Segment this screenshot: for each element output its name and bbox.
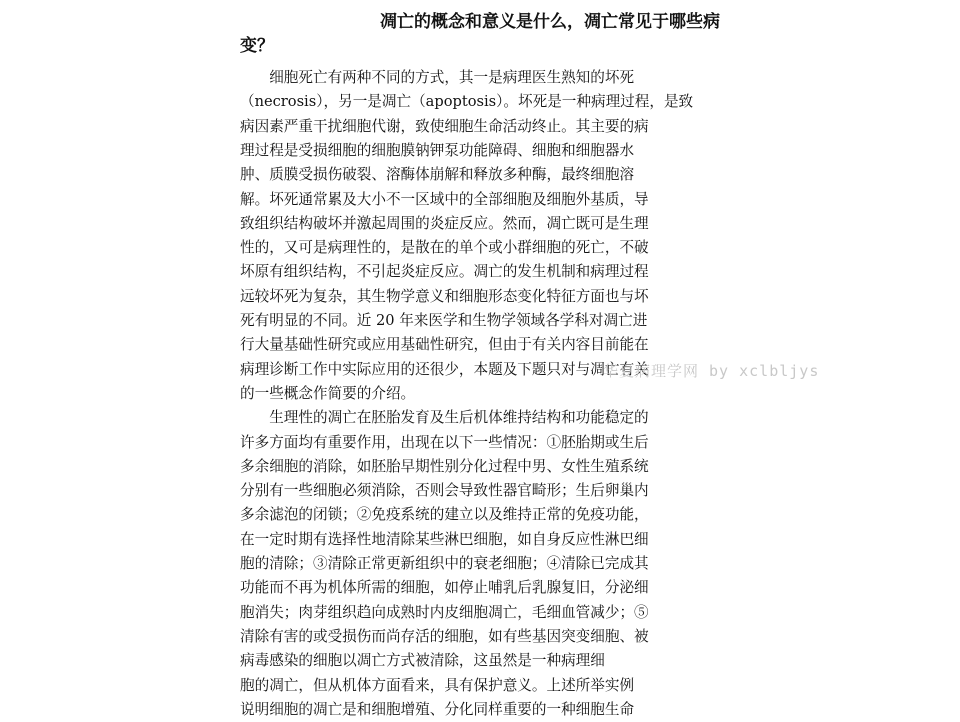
body-line: 功能而不再为机体所需的细胞，如停止哺乳后乳腺复旧，分泌细 <box>240 579 649 597</box>
body-line: 病毒感染的细胞以凋亡方式被清除，这虽然是一种病理细 <box>240 652 605 670</box>
body-line: 分别有一些细胞必须消除，否则会导致性器官畸形；生后卵巢内 <box>240 482 649 500</box>
body-line: 在一定时期有选择性地清除某些淋巴细胞，如自身反应性淋巴细 <box>240 530 649 548</box>
body-line: 性的，又可是病理性的，是散在的单个或小群细胞的死亡，不破 <box>240 239 649 257</box>
body-line: 细胞死亡有两种不同的方式，其一是病理医生熟知的坏死 <box>269 69 635 86</box>
body-line: 许多方面均有重要作用，出现在以下一些情况：①胚胎期或生后 <box>240 433 649 451</box>
body-line: （necrosis），另一是凋亡（apoptosis）。坏死是一种病理过程，是致 <box>240 93 694 111</box>
body-line: 胞的清除；③清除正常更新组织中的衰老细胞；④清除已完成其 <box>240 555 649 572</box>
body-line: 病理诊断工作中实际应用的还很少，本题及下题只对与凋亡有关 <box>240 360 649 378</box>
body-line: 死有明显的不同。近 20 年来医学和生物学领域各学科对凋亡进 <box>240 312 648 329</box>
question-title-line-1: 凋亡的概念和意义是什么，凋亡常见于哪些病 <box>380 12 720 32</box>
body-line: 解。坏死通常累及大小不一区域中的全部细胞及细胞外基质，导 <box>240 190 649 208</box>
body-line: 多余细胞的消除，如胚胎早期性别分化过程中男、女性生殖系统 <box>240 457 649 475</box>
body-line: 病因素严重干扰细胞代谢，致使细胞生命活动终止。其主要的病 <box>240 117 649 135</box>
body-line: 肿、质膜受损伤破裂、溶酶体崩解和释放多种酶，最终细胞溶 <box>240 166 635 184</box>
body-line: 致组织结构破坏并激起周围的炎症反应。然而，凋亡既可是生理 <box>240 214 649 232</box>
body-line: 生理性的凋亡在胚胎发育及生后机体维持结构和功能稳定的 <box>269 409 649 427</box>
body-line: 的一些概念作简要的介绍。 <box>240 384 416 402</box>
question-title-line-2: 变？ <box>240 36 274 56</box>
body-line: 行大量基础性研究或应用基础性研究，但由于有关内容目前能在 <box>240 336 649 354</box>
watermark-text: 华夏病理学网 by xclbljys <box>603 362 820 380</box>
body-line: 远较坏死为复杂，其生物学意义和细胞形态变化特征方面也与坏 <box>240 287 649 305</box>
body-line: 多余滤泡的闭锁；②免疫系统的建立以及维持正常的免疫功能， <box>240 506 649 524</box>
body-line: 理过程是受损细胞的细胞膜钠钾泵功能障碍、细胞和细胞器水 <box>240 141 635 159</box>
body-line: 清除有害的或受损伤而尚存活的细胞，如有些基因突变细胞、被 <box>240 627 649 645</box>
body-line: 说明细胞的凋亡是和细胞增殖、分化同样重要的一种细胞生命 <box>240 700 635 718</box>
body-line: 胞消失；肉芽组织趋向成熟时内皮细胞凋亡，毛细血管减少；⑤ <box>240 603 649 621</box>
body-line: 胞的凋亡，但从机体方面看来，具有保护意义。上述所举实例 <box>240 676 635 694</box>
body-line: 坏原有组织结构，不引起炎症反应。凋亡的发生机制和病理过程 <box>240 263 649 281</box>
